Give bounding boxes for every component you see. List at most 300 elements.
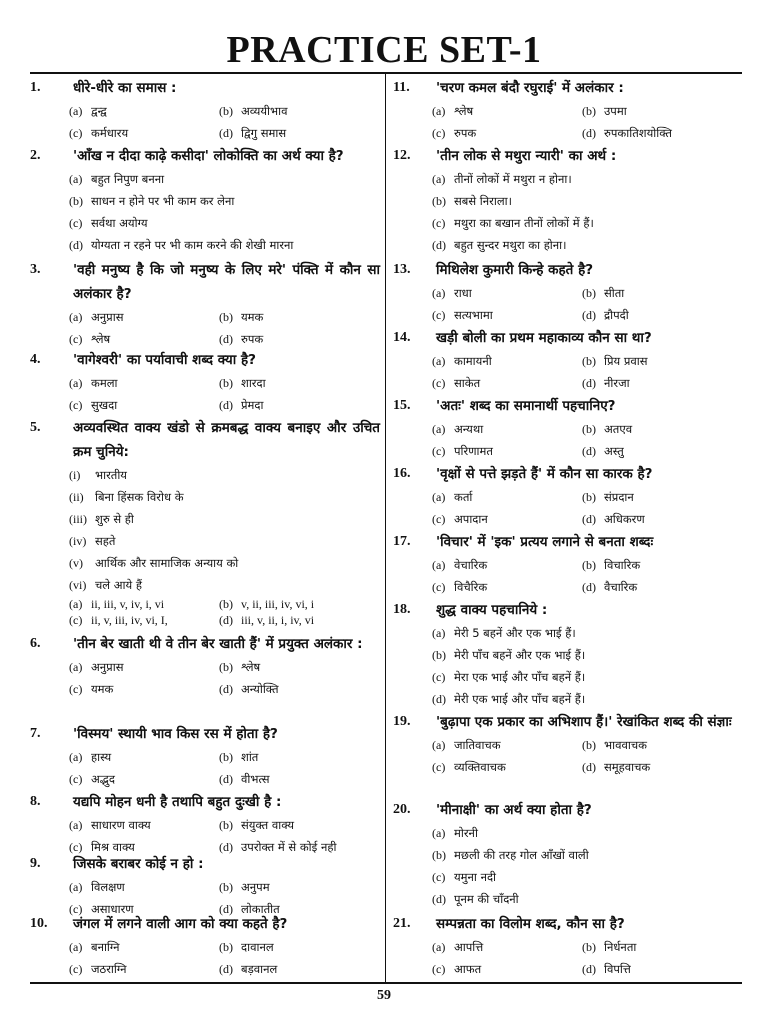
option-text: हास्य [91, 750, 112, 764]
answer-option [69, 100, 219, 122]
question-text: अव्यवस्थित वाक्य खंडो से क्रमबद्ध वाक्य बनाइए और उचित क्रम चुनिये: [73, 420, 380, 460]
options-block [69, 656, 380, 700]
option-text: सत्यभामा [454, 308, 493, 322]
option-label: (c) [432, 962, 446, 976]
option-text: यमक [91, 682, 114, 696]
option-row [432, 122, 743, 144]
options-block [432, 486, 743, 530]
option-label: (c) [69, 332, 83, 346]
option-text: सीता [604, 286, 625, 300]
question-number: 17. [393, 534, 411, 549]
option-row [432, 372, 743, 394]
question-heading [393, 462, 743, 486]
answer-option [69, 328, 219, 350]
options-block [432, 282, 743, 326]
option-row [432, 936, 743, 958]
question-number: 4. [30, 352, 41, 367]
option-label: (c) [69, 216, 83, 230]
question-number: 15. [393, 398, 411, 413]
option-text: संप्रदान [604, 490, 634, 504]
question [30, 258, 380, 350]
answer-option [582, 372, 732, 394]
answer-option [582, 576, 732, 598]
option-text: द्रौपदी [604, 308, 629, 322]
option-label: (d) [432, 238, 446, 252]
question-number: 3. [30, 262, 41, 277]
options-block [69, 168, 380, 256]
option-label: (c) [432, 308, 446, 322]
option-text: अन्योक्ति [241, 682, 279, 696]
option-label: (d) [69, 238, 83, 252]
question-number: 20. [393, 802, 411, 817]
option-text: प्रिय प्रवास [604, 354, 648, 368]
option-label: (c) [432, 376, 446, 390]
option-text: v, ii, iii, iv, vi, i [241, 597, 315, 611]
answer-option [69, 814, 219, 836]
answer-option [69, 768, 219, 790]
answer-option [219, 958, 369, 980]
question [30, 790, 380, 858]
option-label: (d) [582, 580, 596, 594]
option-label: (d) [219, 682, 233, 696]
option-label: (a) [69, 940, 83, 954]
question [393, 598, 743, 710]
option-row [432, 622, 743, 644]
question-heading [393, 710, 743, 734]
answer-option [582, 418, 732, 440]
part-text: चले आये हैं [95, 578, 142, 592]
question [30, 416, 380, 628]
question-text: 'बुढ़ापा एक प्रकार का अभिशाप हैं।' रेखांकित शब्द की संज्ञाः [436, 714, 732, 730]
option-label: (b) [219, 104, 233, 118]
option-label: (a) [69, 818, 83, 832]
option-label: (b) [219, 660, 233, 674]
question-heading [393, 144, 743, 168]
option-label: (b) [432, 648, 446, 662]
question-heading [393, 798, 743, 822]
question-heading [393, 530, 743, 554]
answer-option [219, 612, 369, 628]
answer-option [219, 394, 369, 416]
part-text: सहते [95, 534, 116, 548]
option-row [432, 282, 743, 304]
answer-option [69, 306, 219, 328]
answer-option [219, 100, 369, 122]
part-text: बिना हिंसक विरोध के [95, 490, 184, 504]
question-number: 10. [30, 916, 48, 931]
option-label: (c) [69, 398, 83, 412]
option-text: शांत [241, 750, 259, 764]
option-label: (b) [69, 194, 83, 208]
option-text: मेरी 5 बहनें और एक भाई हैं। [454, 626, 576, 640]
option-row [432, 822, 743, 844]
option-text: सबसे निराला। [454, 194, 512, 208]
option-row [69, 168, 380, 190]
answer-option [582, 734, 732, 756]
answer-option [432, 644, 585, 666]
option-text: अनुप्रास [91, 660, 124, 674]
question-text: 'आँख न दीदा काढ़े कसीदा' लोकोक्ति का अर्थ क्या है? [73, 148, 344, 164]
option-label: (a) [432, 940, 446, 954]
sentence-part [69, 508, 380, 530]
question [393, 912, 743, 980]
question-text: 'वागेश्वरी' का पर्यावाची शब्द क्या है? [73, 352, 256, 368]
answer-option [582, 756, 732, 778]
options-block [432, 100, 743, 144]
option-label: (b) [219, 818, 233, 832]
answer-option [432, 168, 572, 190]
option-text: आफत [454, 962, 482, 976]
question-heading [30, 76, 380, 100]
question-number: 11. [393, 80, 410, 95]
question-heading [30, 852, 380, 876]
option-text: व्यक्तिवाचक [454, 760, 506, 774]
option-label: (d) [432, 692, 446, 706]
option-label: (c) [69, 902, 83, 916]
option-row [432, 508, 743, 530]
part-numeral: (v) [69, 556, 83, 570]
option-row [432, 234, 743, 256]
answer-option [582, 508, 732, 530]
option-label: (d) [582, 376, 596, 390]
question-heading [393, 394, 743, 418]
option-label: (b) [582, 490, 596, 504]
options-block [432, 936, 743, 980]
answer-option [219, 746, 369, 768]
option-label: (a) [69, 597, 83, 611]
option-text: रुपकातिशयोक्ति [604, 126, 672, 140]
answer-option [432, 844, 589, 866]
part-text: शुरु से ही [95, 512, 134, 526]
answer-option [432, 418, 582, 440]
option-text: परिणामत [454, 444, 493, 458]
answer-option [582, 440, 732, 462]
option-label: (b) [582, 354, 596, 368]
option-row [69, 190, 380, 212]
option-label: (d) [219, 962, 233, 976]
page-title: PRACTICE SET-1 [226, 29, 542, 71]
option-text: निर्धनता [604, 940, 637, 954]
option-text: बड़वानल [241, 962, 278, 976]
question-text: यद्यपि मोहन धनी है तथापि बहुत दुःखी है : [73, 794, 282, 810]
answer-option [69, 122, 219, 144]
option-label: (d) [582, 962, 596, 976]
question [30, 144, 380, 256]
option-label: (b) [219, 597, 233, 611]
question [393, 76, 743, 144]
question [30, 722, 380, 790]
option-label: (a) [69, 310, 83, 324]
options-block [432, 554, 743, 598]
option-label: (a) [432, 490, 446, 504]
answer-option [432, 866, 496, 888]
option-text: अतएव [604, 422, 633, 436]
option-text: द्वन्द्व [91, 104, 107, 118]
question [393, 462, 743, 530]
option-text: जातिवाचक [454, 738, 501, 752]
part-numeral: (ii) [69, 490, 84, 504]
question-text: 'चरण कमल बंदौ रघुराई' में अलंकार : [436, 80, 624, 96]
answer-option [432, 822, 478, 844]
options-block [69, 372, 380, 416]
option-label: (c) [432, 512, 446, 526]
option-text: कामायनी [454, 354, 492, 368]
top-rule [30, 72, 742, 74]
option-label: (a) [432, 354, 446, 368]
answer-option [219, 768, 369, 790]
options-block [432, 168, 743, 256]
option-label: (d) [219, 126, 233, 140]
answer-option [69, 234, 293, 256]
option-row [69, 958, 380, 980]
option-label: (d) [219, 332, 233, 346]
option-row [69, 234, 380, 256]
option-label: (a) [69, 104, 83, 118]
option-label: (d) [582, 308, 596, 322]
question-number: 19. [393, 714, 411, 729]
option-text: सर्वथा अयोग्य [91, 216, 148, 230]
question-number: 6. [30, 636, 41, 651]
answer-option [219, 122, 369, 144]
option-text: सुखदा [91, 398, 118, 412]
option-label: (a) [69, 660, 83, 674]
option-label: (c) [69, 682, 83, 696]
answer-option [582, 936, 732, 958]
answer-option [582, 100, 732, 122]
question [393, 798, 743, 910]
option-row [432, 756, 743, 778]
answer-option [432, 486, 582, 508]
option-text: पूनम की चाँदनी [454, 892, 519, 906]
options-block [69, 306, 380, 350]
option-text: विचारिक [604, 558, 641, 572]
option-label: (d) [432, 892, 446, 906]
question-heading [30, 912, 380, 936]
option-label: (b) [219, 880, 233, 894]
question [30, 852, 380, 920]
option-text: द्विगु समास [241, 126, 287, 140]
option-label: (b) [582, 558, 596, 572]
option-text: शारदा [241, 376, 266, 390]
option-label: (b) [582, 422, 596, 436]
options-block [432, 822, 743, 910]
answer-option [219, 936, 369, 958]
answer-option [432, 350, 582, 372]
option-text: कर्मधारय [91, 126, 129, 140]
option-row [69, 596, 380, 612]
option-text: विलक्षण [91, 880, 125, 894]
option-text: राधा [454, 286, 472, 300]
option-text: ii, iii, v, iv, i, vi [91, 597, 165, 611]
answer-option [69, 936, 219, 958]
option-text: यमक [241, 310, 264, 324]
option-row [69, 100, 380, 122]
option-label: (b) [432, 848, 446, 862]
answer-option [69, 190, 234, 212]
question-heading [30, 348, 380, 372]
option-text: समूहवाचक [604, 760, 651, 774]
option-row [69, 306, 380, 328]
option-label: (d) [219, 613, 233, 627]
option-label: (c) [432, 870, 446, 884]
answer-option [432, 190, 512, 212]
answer-option [432, 440, 582, 462]
options-block [432, 622, 743, 710]
option-text: जठराग्नि [91, 962, 127, 976]
option-label: (a) [432, 172, 446, 186]
answer-option [219, 596, 369, 612]
option-label: (c) [69, 962, 83, 976]
option-text: श्लेष [241, 660, 261, 674]
option-row [69, 122, 380, 144]
question-text: मिथिलेश कुमारी किन्हे कहते है? [436, 262, 594, 278]
option-row [432, 304, 743, 326]
option-text: मेरा एक भाई और पाँच बहनें हैं। [454, 670, 586, 684]
option-row [69, 394, 380, 416]
option-text: बहुत सुन्दर मथुरा का होना। [454, 238, 567, 252]
question-text: 'तीन लोक से मथुरा न्यारी' का अर्थ : [436, 148, 617, 164]
option-label: (a) [432, 286, 446, 300]
part-numeral: (vi) [69, 578, 87, 592]
option-text: असाधारण [91, 902, 134, 916]
option-text: ii, v, iii, iv, vi, I, [91, 613, 168, 627]
options-block [432, 418, 743, 462]
question [30, 912, 380, 980]
option-text: संयुक्त वाक्य [241, 818, 295, 832]
option-label: (b) [582, 104, 596, 118]
option-text: श्लेष [91, 332, 111, 346]
option-text: अनुपम [241, 880, 270, 894]
options-block [69, 936, 380, 980]
option-row [432, 554, 743, 576]
option-text: प्रेमदा [241, 398, 264, 412]
option-row [432, 440, 743, 462]
option-row [432, 168, 743, 190]
option-label: (c) [432, 580, 446, 594]
part-numeral: (iii) [69, 512, 87, 526]
option-label: (d) [582, 512, 596, 526]
question-number: 16. [393, 466, 411, 481]
option-text: अव्ययीभाव [241, 104, 288, 118]
sentence-part [69, 574, 380, 596]
option-text: बनाग्नि [91, 940, 120, 954]
question-heading [393, 258, 743, 282]
option-label: (b) [219, 310, 233, 324]
answer-option [432, 122, 582, 144]
option-label: (c) [69, 613, 83, 627]
question-number: 7. [30, 726, 41, 741]
option-row [69, 612, 380, 628]
option-row [69, 876, 380, 898]
answer-option [432, 688, 585, 710]
question-heading [393, 912, 743, 936]
option-text: रुपक [241, 332, 264, 346]
option-label: (a) [432, 104, 446, 118]
option-row [432, 100, 743, 122]
option-text: साधन न होने पर भी काम कर लेना [91, 194, 235, 208]
question [393, 144, 743, 256]
option-text: तीनों लोकों में मथुरा न होना। [454, 172, 572, 186]
answer-option [219, 372, 369, 394]
option-label: (b) [219, 376, 233, 390]
option-row [432, 576, 743, 598]
option-label: (d) [582, 760, 596, 774]
answer-option [432, 212, 594, 234]
option-row [432, 866, 743, 888]
question-heading [30, 258, 380, 306]
question-text: खड़ी बोली का प्रथम महाकाव्य कौन सा था? [436, 330, 652, 346]
option-label: (c) [432, 760, 446, 774]
question-number: 2. [30, 148, 41, 163]
answer-option [69, 596, 219, 612]
answer-option [582, 304, 732, 326]
option-text: वेचारिक [454, 558, 488, 572]
option-row [432, 888, 743, 910]
question [393, 710, 743, 778]
option-label: (a) [432, 826, 446, 840]
answer-option [432, 666, 585, 688]
option-text: कर्ता [454, 490, 473, 504]
option-row [69, 656, 380, 678]
answer-option [69, 394, 219, 416]
option-label: (d) [582, 126, 596, 140]
sentence-part [69, 486, 380, 508]
option-label: (c) [69, 840, 83, 854]
option-text: मोरनी [454, 826, 478, 840]
answer-option [69, 372, 219, 394]
option-text: वैचारिक [604, 580, 638, 594]
question-text: 'तीन बेर खाती थी वे तीन बेर खाती हैं' में प्रयुक्त अलंकार : [73, 636, 363, 652]
answer-option [219, 876, 369, 898]
question-number: 8. [30, 794, 41, 809]
option-label: (a) [432, 422, 446, 436]
question-text: 'वही मनुष्य है कि जो मनुष्य के लिए मरे' पंक्ति में कौन सा अलंकार है? [73, 262, 380, 302]
bottom-rule [30, 982, 742, 984]
option-label: (d) [219, 902, 233, 916]
question-number: 13. [393, 262, 411, 277]
part-text: भारतीय [95, 468, 127, 482]
answer-option [432, 100, 582, 122]
option-text: अपादान [454, 512, 488, 526]
question-text: 'विस्मय' स्थायी भाव किस रस में होता है? [73, 726, 278, 742]
answer-option [432, 888, 519, 910]
answer-option [432, 304, 582, 326]
answer-option [69, 212, 148, 234]
option-text: साधारण वाक्य [91, 818, 151, 832]
option-text: iii, v, ii, i, iv, vi [241, 613, 315, 627]
question-heading [393, 326, 743, 350]
answer-option [432, 554, 582, 576]
question [30, 348, 380, 416]
option-row [432, 688, 743, 710]
question-number: 18. [393, 602, 411, 617]
question-text: 'मीनाक्षी' का अर्थ क्या होता है? [436, 802, 592, 818]
answer-option [432, 576, 582, 598]
option-row [432, 958, 743, 980]
sentence-part [69, 464, 380, 486]
sentence-part [69, 530, 380, 552]
option-row [69, 746, 380, 768]
option-row [69, 372, 380, 394]
question-text: 'विचार' में 'इक' प्रत्यय लगाने से बनता शब्दः [436, 534, 654, 550]
option-label: (d) [219, 398, 233, 412]
option-text: मथुरा का बखान तीनों लोकों में हैं। [454, 216, 594, 230]
option-row [432, 644, 743, 666]
options-block [69, 100, 380, 144]
option-text: बहुत निपुण बनना [91, 172, 165, 186]
option-text: लोकातीत [241, 902, 280, 916]
answer-option [219, 656, 369, 678]
